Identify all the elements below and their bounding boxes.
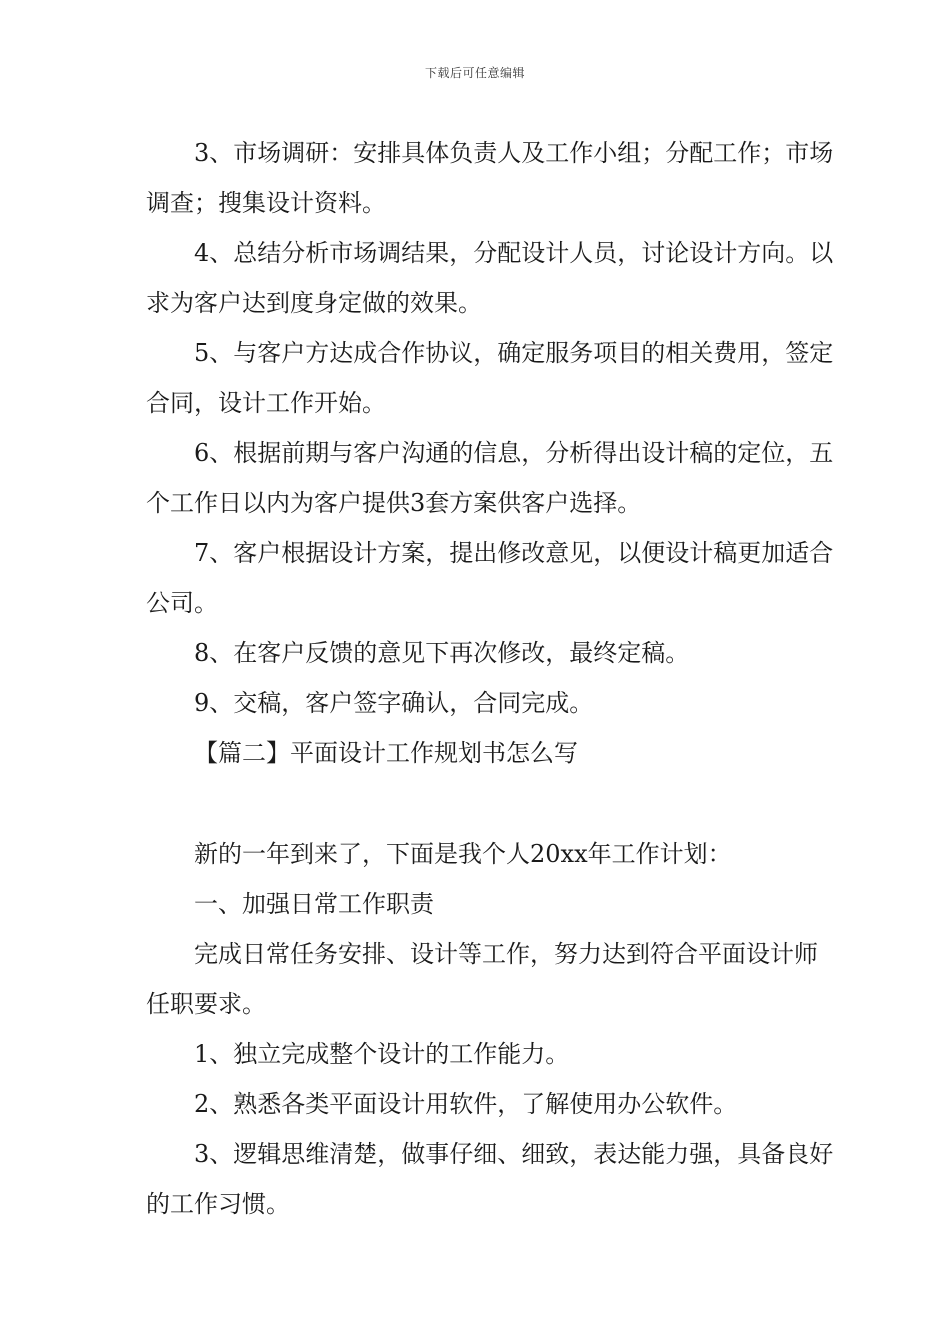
paragraph: 3、市场调研：安排具体负责人及工作小组；分配工作；市场调查；搜集设计资料。	[146, 139, 834, 217]
paragraph: 3、逻辑思维清楚，做事仔细、细致，表达能力强，具备良好的工作习惯。	[146, 1140, 834, 1218]
paragraph: 新的一年到来了，下面是我个人20xx年工作计划：	[194, 840, 732, 868]
paragraph: 1、独立完成整个设计的工作能力。	[194, 1040, 570, 1068]
paragraph: 4、总结分析市场调结果，分配设计人员，讨论设计方向。以求为客户达到度身定做的效果。	[146, 239, 834, 317]
section-heading: 【篇二】平面设计工作规划书怎么写	[194, 739, 578, 767]
paragraph: 5、与客户方达成合作协议，确定服务项目的相关费用，签定合同，设计工作开始。	[146, 339, 834, 417]
paragraph: 6、根据前期与客户沟通的信息，分析得出设计稿的定位，五个工作日以内为客户提供3套方案供客户选择。	[146, 439, 834, 517]
paragraph: 8、在客户反馈的意见下再次修改，最终定稿。	[194, 639, 690, 667]
document-body	[146, 128, 836, 1229]
page-header: 下载后可任意编辑	[424, 66, 525, 80]
paragraph: 一、加强日常工作职责	[194, 890, 434, 918]
paragraph: 9、交稿，客户签字确认，合同完成。	[194, 689, 594, 717]
paragraph: 7、客户根据设计方案，提出修改意见，以便设计稿更加适合公司。	[146, 539, 834, 617]
spacer	[146, 778, 836, 829]
paragraph: 2、熟悉各类平面设计用软件，了解使用办公软件。	[194, 1090, 738, 1118]
paragraph: 完成日常任务安排、设计等工作，努力达到符合平面设计师任职要求。	[146, 940, 818, 1018]
